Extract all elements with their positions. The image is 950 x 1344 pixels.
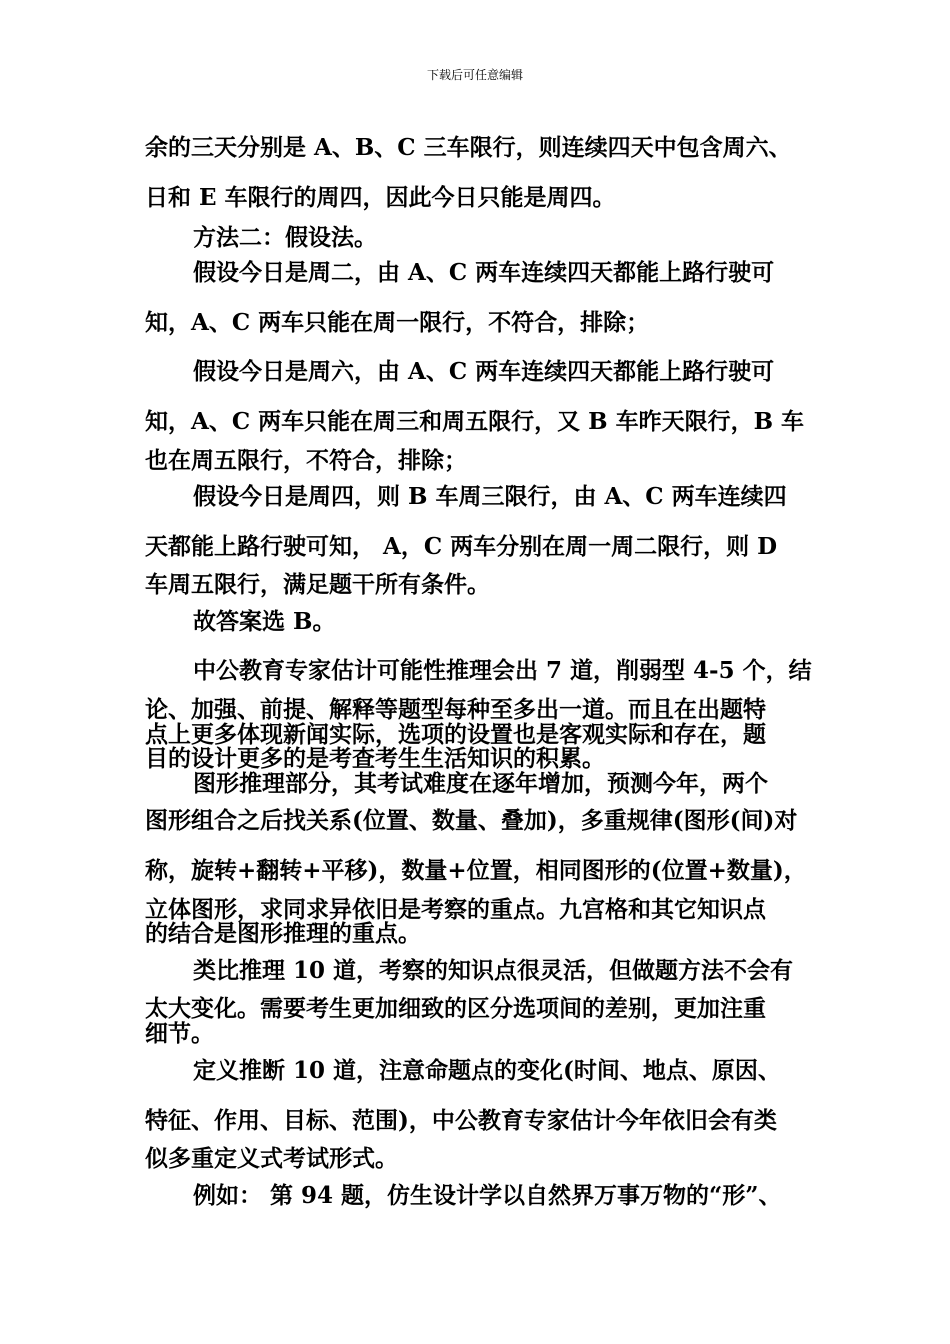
text-line: 的结合是图形推理的重点。 (145, 920, 421, 947)
text-line: 特征、作用、目标、范围)，中公教育专家估计今年依旧会有类 (145, 1107, 777, 1134)
text-line: 论、加强、前提、解释等题型每种至多出一道。而且在出题特 (145, 696, 766, 723)
text-line: 知，A、C 两车只能在周一限行，不符合，排除； (145, 309, 650, 336)
text-line: 天都能上路行驶可知， A，C 两车分别在周一周二限行，则 D (145, 533, 778, 560)
text-line: 类比推理 10 道，考察的知识点很灵活，但做题方法不会有 (193, 957, 794, 984)
page-header: 下载后可任意编辑 (426, 68, 523, 82)
text-line: 车周五限行，满足题干所有条件。 (145, 571, 490, 598)
text-line: 称，旋转+翻转+平移)，数量+位置，相同图形的(位置+数量)， (145, 857, 807, 884)
text-line: 图形组合之后找关系(位置、数量、叠加)，多重规律(图形(间)对 (145, 807, 798, 834)
text-line: 目的设计更多的是考查考生生活知识的积累。 (145, 745, 605, 772)
text-line: 图形推理部分，其考试难度在逐年增加，预测今年，两个 (193, 770, 768, 797)
text-line: 余的三天分别是 A、B、C 三车限行，则连续四天中包含周六、 (145, 134, 792, 161)
text-line: 知，A、C 两车只能在周三和周五限行，又 B 车昨天限行，B 车 (145, 408, 805, 435)
text-line: 方法二：假设法。 (193, 224, 377, 251)
text-line: 假设今日是周六，由 A、C 两车连续四天都能上路行驶可 (193, 358, 775, 385)
text-line: 细节。 (145, 1020, 214, 1047)
text-line: 中公教育专家估计可能性推理会出 7 道，削弱型 4-5 个，结 (193, 657, 812, 684)
text-line: 故答案选 B。 (193, 608, 336, 635)
text-line: 定义推断 10 道，注意命题点的变化(时间、地点、原因、 (193, 1057, 781, 1084)
text-line: 似多重定义式考试形式。 (145, 1145, 398, 1172)
text-line: 假设今日是周四，则 B 车周三限行，由 A、C 两车连续四 (193, 483, 787, 510)
text-line: 立体图形，求同求异依旧是考察的重点。九宫格和其它知识点 (145, 896, 766, 923)
text-line: 太大变化。需要考生更加细致的区分选项间的差别，更加注重 (145, 995, 766, 1022)
text-line: 也在周五限行，不符合，排除； (145, 447, 467, 474)
text-line: 假设今日是周二，由 A、C 两车连续四天都能上路行驶可 (193, 259, 775, 286)
text-line: 点上更多体现新闻实际，选项的设置也是客观实际和存在，题 (145, 721, 766, 748)
text-line: 日和 E 车限行的周四，因此今日只能是周四。 (145, 184, 616, 211)
text-line: 例如： 第 94 题，仿生设计学以自然界万事万物的“形”、 (193, 1182, 782, 1209)
